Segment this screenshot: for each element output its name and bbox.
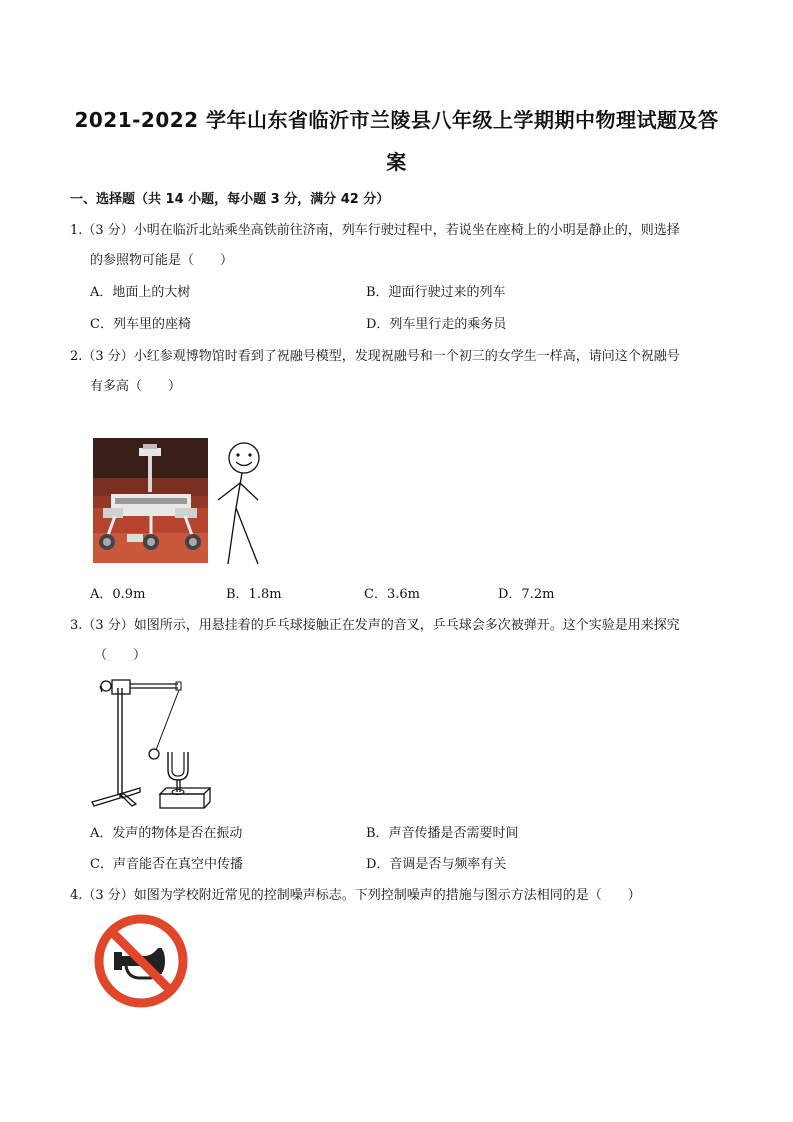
- section-heading: 一、选择题（共 14 小题，每小题 3 分，满分 42 分）: [70, 192, 390, 207]
- q2-option-c: C．3.6m: [364, 587, 420, 602]
- q2-stem-line2: 有多高（ ）: [90, 379, 182, 394]
- q3-option-c: C．声音能否在真空中传播: [90, 857, 243, 872]
- q2-option-a: A．0.9m: [90, 587, 146, 602]
- q4-stem-line1: 4.（3 分）如图为学校附近常见的控制噪声标志。下列控制噪声的措施与图示方法相同的是（ ）: [70, 888, 641, 903]
- q1-option-b: B．迎面行驶过来的列车: [366, 285, 506, 300]
- q2-option-b: B．1.8m: [226, 587, 282, 602]
- rover-model-image: [93, 438, 208, 563]
- q1-option-c: C．列车里的座椅: [90, 317, 191, 332]
- q3-option-b: B．声音传播是否需要时间: [366, 826, 519, 841]
- q1-stem-line2: 的参照物可能是（ ）: [90, 253, 234, 268]
- q1-option-d: D．列车里行走的乘务员: [366, 317, 507, 332]
- q1-stem-line1: 1.（3 分）小明在临沂北站乘坐高铁前往济南，列车行驶过程中，若说坐在座椅上的小明是静止的，则选择: [70, 223, 680, 238]
- page-title-line2: 案: [386, 150, 407, 174]
- no-horn-sign-icon: [92, 912, 190, 1010]
- q2-option-d: D．7.2m: [498, 587, 555, 602]
- q2-stem-line1: 2.（3 分）小红参观博物馆时看到了祝融号模型，发现祝融号和一个初三的女学生一样高，请问这个祝融号: [70, 349, 680, 364]
- q1-option-a: A．地面上的大树: [90, 285, 191, 300]
- q3-option-a: A．发声的物体是否在振动: [90, 826, 243, 841]
- q3-stem-line2: （ ）: [94, 648, 147, 663]
- q3-option-d: D．音调是否与频率有关: [366, 857, 507, 872]
- stick-figure-image: [212, 438, 272, 568]
- page-title-line1: 2021-2022 学年山东省临沂市兰陵县八年级上学期期中物理试题及答: [74, 108, 719, 132]
- tuning-fork-apparatus-image: [88, 670, 218, 810]
- q3-stem-line1: 3.（3 分）如图所示，用悬挂着的乒乓球接触正在发声的音叉，乒乓球会多次被弹开。这个实验是用来探究: [70, 618, 680, 633]
